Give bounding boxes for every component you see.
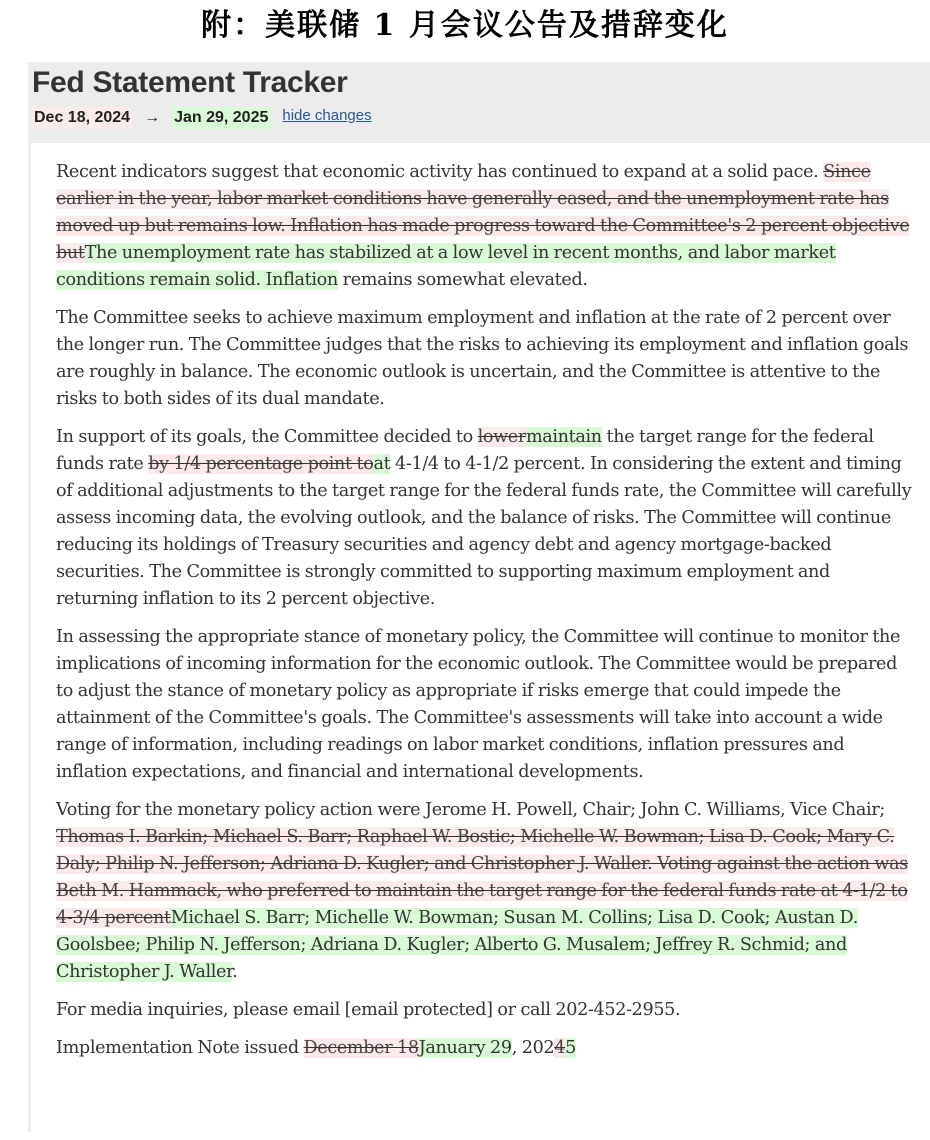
unchanged-text: In assessing the appropriate stance of monetary policy, the Committee will continue to monitor the implications of incoming information for the economic outlook. The Committee would be prepared to adjust the stance of monetary policy as appropriate if risks emerge that could impede the attainment of the Committee's goals. The Committee's assessments will take into account a wide range of information, including readings on labor market conditions, inflation pressures and inflation expectations, and financial and international developments. bbox=[56, 627, 901, 782]
current-statement-date: Jan 29, 2025 bbox=[172, 107, 270, 129]
inserted-text: The unemployment rate has stabilized at a low level in recent months, and labor market conditions remain solid. Inflation bbox=[56, 243, 836, 290]
inserted-text: January 29 bbox=[418, 1038, 512, 1058]
unchanged-text: In support of its goals, the Committee decided to bbox=[56, 427, 478, 447]
previous-statement-date: Dec 18, 2024 bbox=[32, 107, 132, 129]
deleted-text: by 1/4 percentage point to bbox=[148, 454, 374, 474]
unchanged-text: Voting for the monetary policy action were Jerome H. Powell, Chair; John C. Williams, Vice Chair; bbox=[56, 800, 885, 820]
deleted-text: lower bbox=[477, 427, 526, 447]
unchanged-text: remains somewhat elevated. bbox=[337, 270, 588, 290]
inserted-text: 5 bbox=[565, 1038, 576, 1058]
paragraph-policy-stance bbox=[56, 624, 912, 786]
paragraph-media-inquiries bbox=[56, 997, 912, 1024]
unchanged-text: the target range for the federal funds rate bbox=[56, 427, 874, 474]
paragraph-economic-activity bbox=[56, 159, 912, 294]
page-caption: 附：美联储 1 月会议公告及措辞变化 bbox=[201, 8, 729, 43]
page-title: Fed Statement Tracker bbox=[32, 66, 348, 99]
deleted-text: 4 bbox=[554, 1038, 566, 1058]
paragraph-policy-decision bbox=[56, 424, 912, 613]
paragraph-voting bbox=[56, 797, 912, 986]
unchanged-text: The Committee seeks to achieve maximum employment and inflation at the rate of 2 percent over the longer run. The Committee judges that the risks to achieving its employment and inflation goals are roughly in balance. The economic outlook is uncertain, and the Committee is attentive to the risks to both sides of its dual mandate. bbox=[56, 308, 909, 409]
inserted-text: at bbox=[373, 454, 391, 474]
inserted-text: Michael S. Barr; Michelle W. Bowman; Susan M. Collins; Lisa D. Cook; Austan D. Goolsbee; Philip N. Jefferson; Adriana D. Kugler; Alberto G. Musalem; Jeffrey R. Schmid; and Christopher J. Waller bbox=[56, 908, 858, 982]
deleted-text: Thomas I. Barkin; Michael S. Barr; Raphael W. Bostic; Michelle W. Bowman; Lisa D. Cook; Mary C. Daly; Philip N. Jefferson; Adriana D. Kugler; and Christopher J. Waller. Voting against the action was Beth M. Hammack, who preferred to maintain the target range for the federal funds rate at 4-1/2 to 4-3/4 percent bbox=[56, 827, 908, 928]
unchanged-text: . bbox=[232, 962, 238, 982]
date-comparison bbox=[32, 107, 930, 129]
deleted-text: December 18 bbox=[303, 1038, 419, 1058]
paragraph-committee-goals bbox=[56, 305, 912, 413]
tracker-header bbox=[28, 62, 930, 142]
unchanged-text: , 202 bbox=[511, 1038, 555, 1058]
inserted-text: maintain bbox=[525, 427, 602, 447]
unchanged-text: Implementation Note issued bbox=[56, 1038, 304, 1058]
paragraph-implementation-note bbox=[56, 1035, 912, 1062]
hide-changes-link[interactable]: hide changes bbox=[282, 107, 372, 124]
deleted-text: Since earlier in the year, labor market conditions have generally eased, and the unemployment rate has moved up but remains low. Inflation has made progress toward the Committee's 2 percent objective but bbox=[56, 162, 910, 263]
arrow-right-icon: → bbox=[144, 109, 161, 126]
unchanged-text: 4-1/4 to 4-1/2 percent. In considering the extent and timing of additional adjustments to the target range for the federal funds rate, the Committee will carefully assess incoming data, the evolving outlook, and the balance of risks. The Committee will continue reducing its holdings of Treasury securities and agency debt and agency mortgage-backed securities. The Committee is strongly committed to supporting maximum employment and returning inflation to its 2 percent objective. bbox=[56, 454, 912, 609]
unchanged-text: For media inquiries, please email [email protected] or call 202-452-2955. bbox=[56, 1000, 681, 1020]
statement-body bbox=[31, 143, 930, 1132]
fed-statement-tracker bbox=[28, 62, 930, 1132]
unchanged-text: Recent indicators suggest that economic activity has continued to expand at a solid pace. bbox=[56, 162, 824, 182]
